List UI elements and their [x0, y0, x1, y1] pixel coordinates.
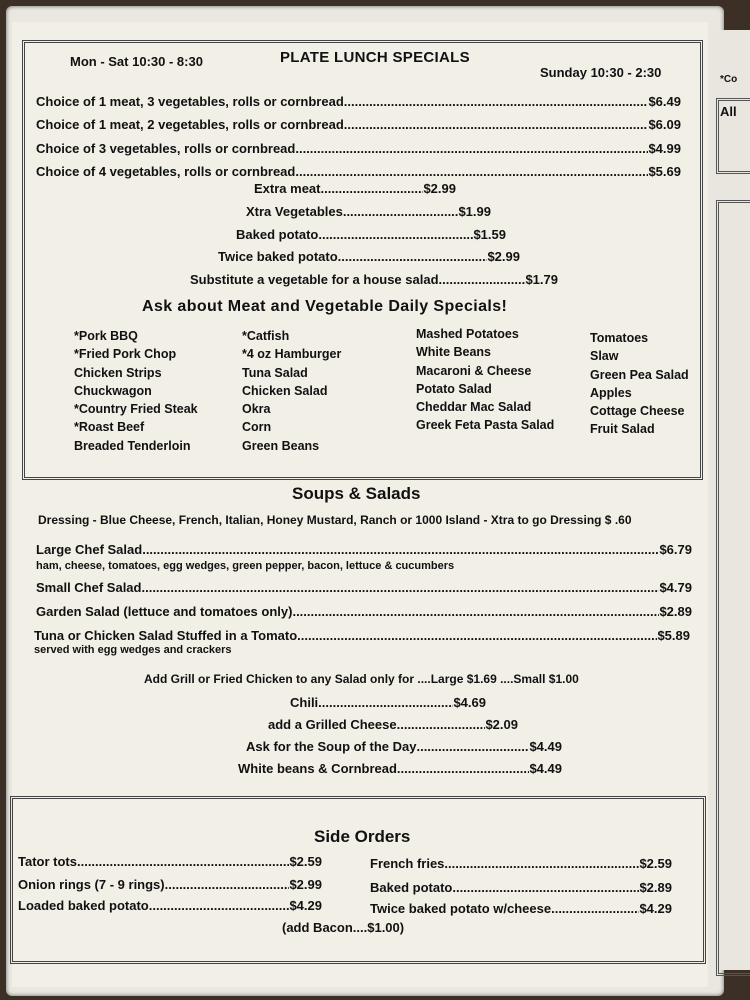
salad-description: served with egg wedges and crackers: [34, 644, 232, 656]
menu-option: Fruit Salad: [590, 422, 655, 437]
menu-option: *Fried Pork Chop: [74, 347, 177, 362]
next-menu-page-edge: [708, 30, 750, 970]
side-item: Loaded baked potato ..... $4.29: [18, 898, 322, 913]
page-title: PLATE LUNCH SPECIALS: [280, 49, 470, 66]
salad-item: Tuna or Chicken Salad Stuffed in a Tomato ..... $5.89: [34, 628, 690, 643]
sunday-hours: Sunday 10:30 - 2:30: [540, 65, 662, 80]
menu-option: *4 oz Hamburger: [242, 347, 342, 362]
menu-option: White Beans: [416, 345, 492, 360]
vegetable-column-4: [590, 329, 689, 439]
menu-option: Macaroni & Cheese: [416, 363, 532, 378]
menu-option: Cottage Cheese: [590, 404, 685, 419]
extra-item: Substitute a vegetable for a house salad ..... $1.79: [190, 272, 558, 287]
next-page-frame: [716, 200, 750, 976]
next-page-text: *Co: [720, 74, 738, 85]
side-item: Tator tots ..... $2.59: [18, 854, 322, 869]
menu-option: *Roast Beef: [74, 420, 145, 435]
menu-option: Green Beans: [242, 438, 320, 453]
extra-item: Xtra Vegetables ..... $1.99: [246, 204, 491, 219]
extra-item: Twice baked potato ..... $2.99: [218, 249, 520, 264]
soup-item: add a Grilled Cheese ..... $2.09: [268, 717, 518, 732]
menu-option: Tuna Salad: [242, 365, 308, 380]
daily-specials-note: Ask about Meat and Vegetable Daily Specials!: [142, 298, 508, 315]
menu-option: Cheddar Mac Salad: [416, 400, 532, 415]
menu-option: Chicken Strips: [74, 365, 162, 380]
menu-option: Slaw: [590, 349, 619, 364]
plate-item: Choice of 1 meat, 3 vegetables, rolls or cornbread ..... $6.49: [36, 94, 681, 109]
menu-option: Potato Salad: [416, 381, 492, 396]
menu-option: Tomatoes: [590, 331, 649, 345]
soup-item: Chili ..... $4.69: [290, 695, 486, 710]
plate-item: Choice of 1 meat, 2 vegetables, rolls or cornbread ..... $6.09: [36, 117, 681, 132]
bacon-note: (add Bacon....$1.00): [282, 920, 405, 935]
salad-description: ham, cheese, tomatoes, egg wedges, green pepper, bacon, lettuce & cucumbers: [36, 560, 455, 572]
menu-option: Green Pea Salad: [590, 367, 689, 382]
salad-item: Large Chef Salad ..... $6.79: [36, 542, 692, 557]
soup-item: White beans & Cornbread ..... $4.49: [238, 761, 562, 776]
side-item: Twice baked potato w/cheese ..... $4.29: [370, 901, 672, 916]
soups-salads-heading: Soups & Salads: [292, 484, 421, 503]
menu-option: Mashed Potatoes: [416, 327, 519, 341]
menu-option: Chuckwagon: [74, 383, 152, 398]
plate-item: Choice of 4 vegetables, rolls or cornbread ..... $5.69: [36, 164, 681, 179]
vegetable-column-3: [416, 325, 554, 435]
menu-option: *Pork BBQ: [74, 329, 138, 343]
menu-option: *Catfish: [242, 329, 290, 343]
soup-item: Ask for the Soup of the Day ..... $4.49: [246, 739, 562, 754]
meat-column-2: [242, 327, 341, 455]
side-orders-heading: Side Orders: [314, 827, 411, 846]
salad-item: Garden Salad (lettuce and tomatoes only) ..... $2.89: [36, 604, 692, 619]
next-page-text: All: [720, 104, 737, 119]
meat-column-1: [74, 327, 198, 455]
salad-item: Small Chef Salad ..... $4.79: [36, 580, 692, 595]
menu-page: [12, 22, 708, 987]
dressing-options: Dressing - Blue Cheese, French, Italian, Honey Mustard, Ranch or 1000 Island - Xtra to go Dressing $ .60: [38, 513, 632, 527]
extra-item: Baked potato ..... $1.59: [236, 227, 506, 242]
menu-option: Chicken Salad: [242, 383, 328, 398]
menu-option: *Country Fried Steak: [74, 402, 198, 417]
extra-item: Extra meat ..... $2.99: [254, 181, 456, 196]
side-item: Baked potato ..... $2.89: [370, 880, 672, 895]
plate-item: Choice of 3 vegetables, rolls or cornbread ..... $4.99: [36, 141, 681, 156]
menu-option: Corn: [242, 420, 272, 435]
add-chicken-note: Add Grill or Fried Chicken to any Salad only for ....Large $1.69 ....Small $1.00: [144, 672, 579, 686]
menu-option: Breaded Tenderloin: [74, 438, 191, 453]
menu-option: Apples: [590, 385, 632, 400]
menu-option: Okra: [242, 402, 271, 417]
side-item: Onion rings (7 - 9 rings) ..... $2.99: [18, 877, 322, 892]
side-item: French fries ..... $2.59: [370, 856, 672, 871]
weekday-hours: Mon - Sat 10:30 - 8:30: [70, 54, 203, 69]
menu-option: Greek Feta Pasta Salad: [416, 418, 555, 433]
